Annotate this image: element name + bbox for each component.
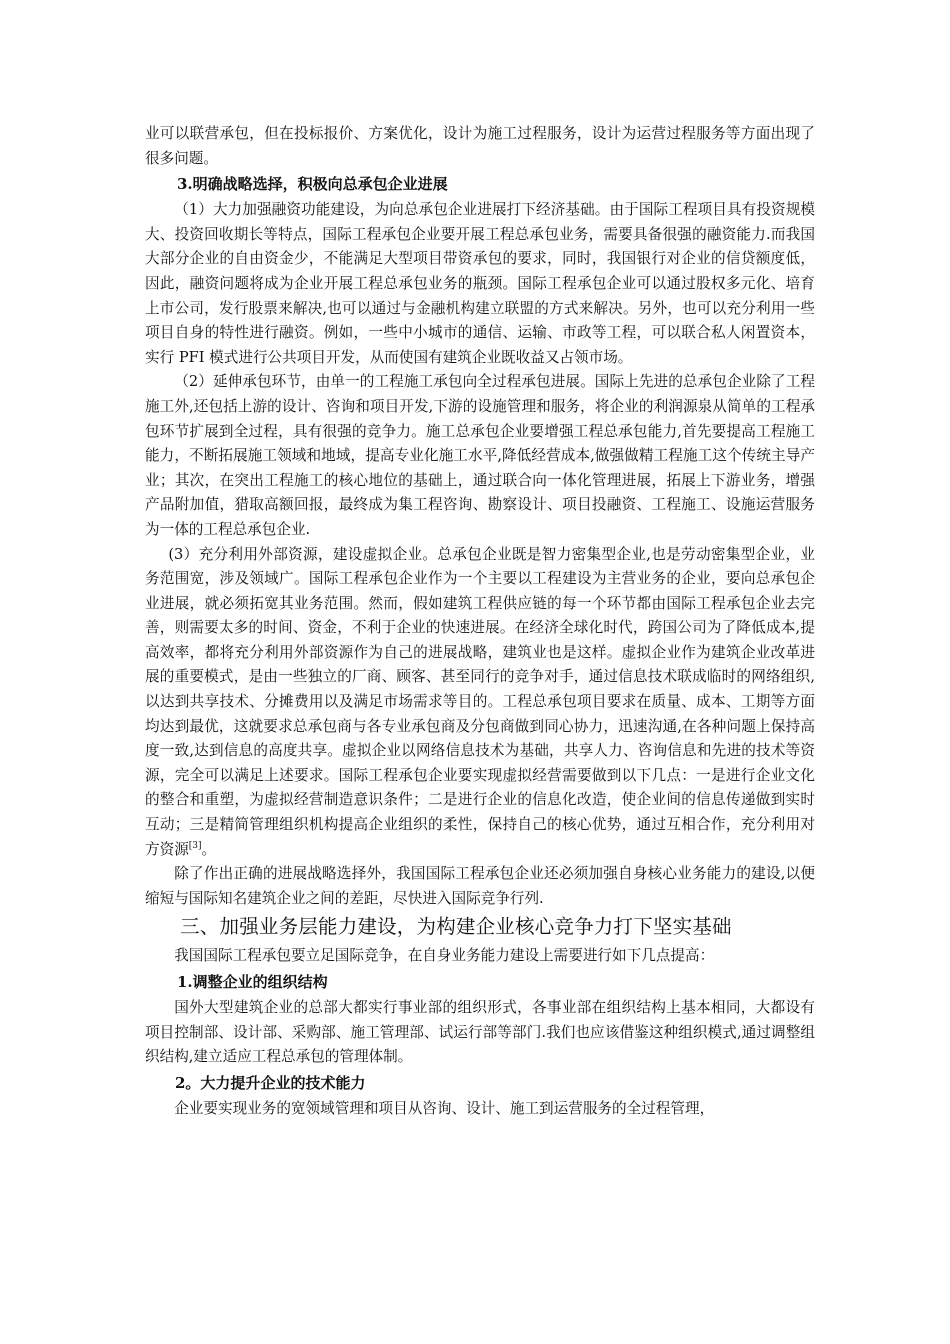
paragraph-tech-ability: 企业要实现业务的宽领域管理和项目从咨询、设计、施工到运营服务的全过程管理， bbox=[174, 1099, 715, 1117]
paragraph-extend-contracting: （2）延伸承包环节，由单一的工程施工承包向全过程承包进展。国际上先进的总承包企业除了工程施工外,还包括上游的设计、咨询和项目开发,下游的设施管理和服务，将企业的利润源泉从简单的工程承包环节扩展到全过程，具有很强的竞争力。施工总承包企业要增强工程总承包能力,首先要提高工程施工能力，不断拓展施工领域和地域，提高专业化施工水平,降低经营成本,做强做精工程施工这个传统主导产业；其次，在突出工程施工的核心地位的基础上，通过联合向一体化管理进展，拓展上下游业务，增强产品附加值，猎取高额回报，最终成为集工程咨询、勘察设计、项目投融资、工程施工、设施运营服务为一体的工程总承包企业. bbox=[145, 373, 815, 538]
section-heading-3: 3.明确战略选择，积极向总承包企业进展 bbox=[177, 175, 448, 194]
paragraph-virtual-enterprise-text: (3）充分利用外部资源，建设虚拟企业。总承包企业既是智力密集型企业,也是劳动密集型企业，业务范围宽，涉及领域广。国际工程承包企业作为一个主要以工程建设为主营业务的企业，要向总承包企业进展，就必须拓宽其业务范围。然而，假如建筑工程供应链的每一个环节都由国际工程承包企业去完善，则需要太多的时间、资金，不利于企业的快速进展。在经济全球化时代，跨国公司为了降低成本,提高效率，都将充分利用外部资源作为自己的进展战略，建筑业也是这样。虚拟企业作为建筑企业改革进展的重要模式，是由一些独立的厂商、顾客、甚至同行的竞争对手，通过信息技术联成临时的网络组织,以达到共享技术、分摊费用以及满足市场需求等目的。工程总承包项目要求在质量、成本、工期等方面均达到最优，这就要求总承包商与各专业承包商及分包商做到同心协力，迅速沟通,在各种问题上保持高度一致,达到信息的高度共享。虚拟企业以网络信息技术为基础，共享人力、咨询信息和先进的技术等资源，完全可以满足上述要求。国际工程承包企业要实现虚拟经营需要做到以下几点：一是进行企业文化的整合和重塑，为虚拟经营制造意识条件；二是进行企业的信息化改造，使企业间的信息传递做到实时互动；三是精简管理组织机构提高企业组织的柔性，保持自己的核心优势，通过互相合作，充分利用对方资源 bbox=[145, 545, 815, 858]
paragraph-financing: （1）大力加强融资功能建设，为向总承包企业进展打下经济基础。由于国际工程项目具有投资规模大、投资回收期长等特点，国际工程承包企业要开展工程总承包业务，需要具备很强的融资能力.而我国大部分企业的自由资金少，不能满足大型项目带资承包的要求，同时，我国银行对企业的信贷额度低，因此，融资问题将成为企业开展工程总承包业务的瓶颈。国际工程承包企业可以通过股权多元化、培育上市公司，发行股票来解决,也可以通过与金融机构建立联盟的方式来解决。另外，也可以充分利用一些项目自身的特性进行融资。例如，一些中小城市的通信、运输、市政等工程，可以联合私人闲置资本，实行 PFI 模式进行公共项目开发，从而使国有建筑企业既收益又占领市场。 bbox=[145, 201, 815, 366]
paragraph-core-business: 除了作出正确的进展战略选择外，我国国际工程承包企业还必须加强自身核心业务能力的建设,以便缩短与国际知名建筑企业之间的差距，尽快进入国际竞争行列. bbox=[145, 865, 815, 907]
section-heading-1: 1.调整企业的组织结构 bbox=[177, 973, 328, 991]
paragraph-virtual-enterprise bbox=[145, 543, 815, 863]
section-heading-2: 2。大力提升企业的技术能力 bbox=[175, 1073, 366, 1092]
citation-ref: [3] bbox=[188, 840, 202, 851]
document-page bbox=[145, 122, 815, 1121]
paragraph-continuation: 业可以联营承包，但在投标报价、方案优化，设计为施工过程服务，设计为运营过程服务等方面出现了很多问题。 bbox=[145, 125, 815, 167]
paragraph-intro-improvements: 我国国际工程承包要立足国际竞争，在自身业务能力建设上需要进行如下几点提高： bbox=[174, 947, 715, 965]
paragraph-end-mark: 。 bbox=[201, 840, 217, 858]
chapter-heading-three: 三、加强业务层能力建设，为构建企业核心竞争力打下坚实基础 bbox=[180, 915, 732, 939]
paragraph-org-structure: 国外大型建筑企业的总部大都实行事业部的组织形式，各事业部在组织结构上基本相同，大都设有项目控制部、设计部、采购部、施工管理部、试运行部等部门.我们也应该借鉴这种组织模式,通过调整组织结构,建立适应工程总承包的管理体制。 bbox=[145, 999, 815, 1066]
